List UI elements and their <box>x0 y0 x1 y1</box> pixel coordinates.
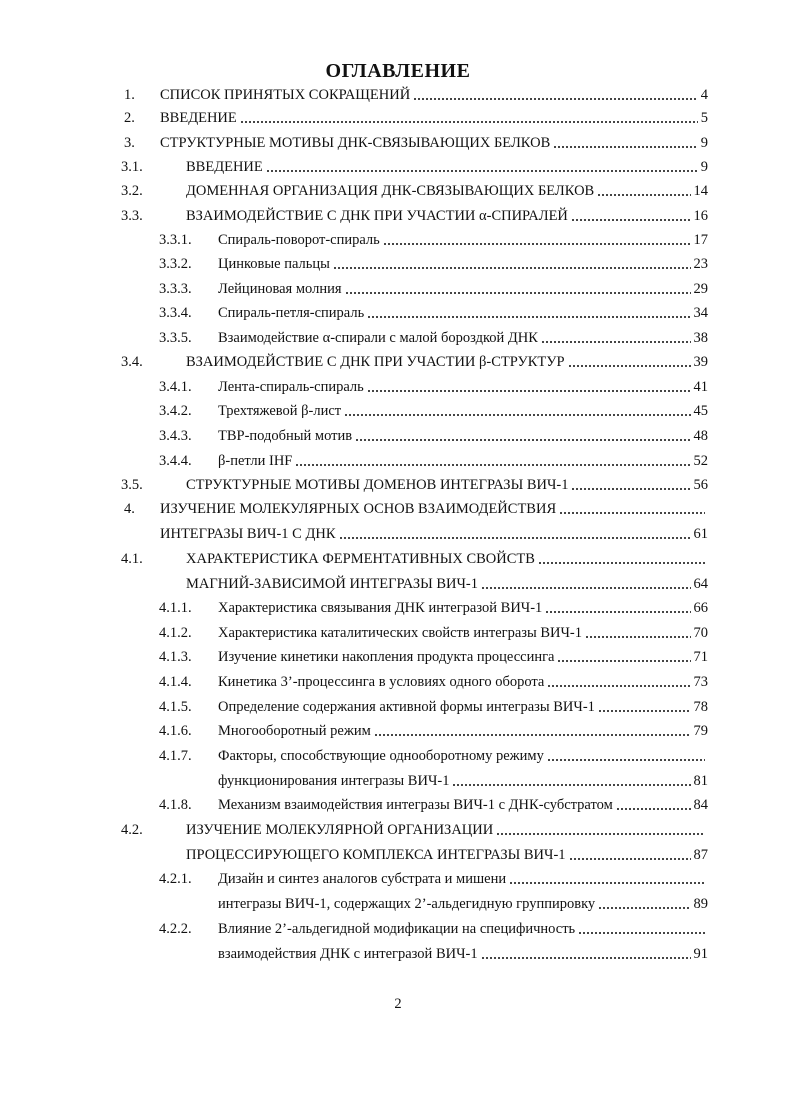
toc-entry[interactable] <box>0 646 796 668</box>
toc-entry-number: 4.1.8. <box>159 797 192 813</box>
toc-entry-title: Взаимодействие α-спирали с малой бороздкой ДНК <box>218 330 538 346</box>
dot-leader <box>538 555 705 565</box>
toc-entry[interactable] <box>0 84 796 106</box>
toc-entry[interactable] <box>0 523 796 545</box>
toc-entry-title: ВЗАИМОДЕЙСТВИЕ С ДНК ПРИ УЧАСТИИ α-СПИРАЛЕЙ <box>186 208 568 224</box>
toc-entry-title: ИНТЕГРАЗЫ ВИЧ-1 С ДНК <box>160 526 336 542</box>
dot-leader <box>598 703 691 713</box>
toc-entry-page: 23 <box>693 256 708 272</box>
toc-entry-page: 4 <box>700 87 708 103</box>
toc-entry-number: 3.3. <box>121 208 143 224</box>
toc-entry-title: Характеристика каталитических свойств интегразы ВИЧ-1 <box>218 625 583 641</box>
toc-entry-number: 3.3.2. <box>159 256 192 272</box>
dot-leader <box>578 925 705 935</box>
toc-entry[interactable] <box>0 107 796 129</box>
toc-entry-number: 3.5. <box>121 477 143 493</box>
toc-entry-page: 78 <box>693 699 708 715</box>
toc-entry-number: 3.3.3. <box>159 281 192 297</box>
toc-entry[interactable] <box>0 400 796 422</box>
toc-entry[interactable] <box>0 132 796 154</box>
toc-entry-number: 3.4. <box>121 354 143 370</box>
toc-entry-title: функционирования интегразы ВИЧ-1 <box>218 773 450 789</box>
toc-entry-number: 3.4.2. <box>159 403 192 419</box>
dot-leader <box>597 187 690 197</box>
toc-entry-page: 71 <box>693 649 708 665</box>
toc-entry[interactable] <box>0 671 796 693</box>
dot-leader <box>452 777 690 787</box>
toc-entry-page: 61 <box>693 526 708 542</box>
toc-entry-page: 91 <box>693 946 708 962</box>
toc-entry[interactable] <box>0 425 796 447</box>
toc-entry-page: 38 <box>693 330 708 346</box>
toc-entry-title: Лента-спираль-спираль <box>218 379 364 395</box>
toc-entry-number: 4.1.1. <box>159 600 192 616</box>
dot-leader <box>496 826 705 836</box>
toc-entry[interactable] <box>0 205 796 227</box>
dot-leader <box>355 432 690 442</box>
toc-entry[interactable] <box>0 376 796 398</box>
dot-leader <box>240 114 698 124</box>
dot-leader <box>333 260 691 270</box>
toc-entry[interactable] <box>0 770 796 792</box>
toc-entry-number: 4.1.6. <box>159 723 192 739</box>
dot-leader <box>481 580 690 590</box>
dot-leader <box>383 236 691 246</box>
dot-leader <box>545 604 690 614</box>
dot-leader <box>568 358 691 368</box>
toc-title: ОГЛАВЛЕНИЕ <box>325 60 471 82</box>
dot-leader <box>585 629 690 639</box>
toc-entry-number: 3.1. <box>121 159 143 175</box>
dot-leader <box>339 530 691 540</box>
toc-entry[interactable] <box>0 745 796 767</box>
toc-entry[interactable] <box>0 474 796 496</box>
toc-entry-title: Трехтяжевой β-лист <box>218 403 342 419</box>
toc-entry[interactable] <box>0 794 796 816</box>
dot-leader <box>571 212 691 222</box>
toc-entry-title: Лейциновая молния <box>218 281 342 297</box>
toc-entry[interactable] <box>0 253 796 275</box>
toc-entry[interactable] <box>0 573 796 595</box>
toc-entry-page: 79 <box>693 723 708 739</box>
toc-entry-page: 9 <box>700 135 708 151</box>
toc-entry-number: 3.3.1. <box>159 232 192 248</box>
toc-entry-title: ИЗУЧЕНИЕ МОЛЕКУЛЯРНЫХ ОСНОВ ВЗАИМОДЕЙСТВИЯ <box>160 501 557 517</box>
toc-entry-number: 3. <box>124 135 135 151</box>
toc-entry-number: 3.3.5. <box>159 330 192 346</box>
toc-entry-page: 64 <box>693 576 708 592</box>
dot-leader <box>367 309 690 319</box>
toc-entry-page: 52 <box>693 453 708 469</box>
dot-leader <box>509 875 705 885</box>
toc-entry-page: 17 <box>693 232 708 248</box>
toc-entry-title: Кинетика 3’-процессинга в условиях одного оборота <box>218 674 545 690</box>
toc-entry-number: 4.2. <box>121 822 143 838</box>
toc-entry[interactable] <box>0 278 796 300</box>
dot-leader <box>547 752 705 762</box>
dot-leader <box>374 727 691 737</box>
toc-entry[interactable] <box>0 597 796 619</box>
toc-entry-page: 14 <box>693 183 708 199</box>
toc-entry[interactable] <box>0 450 796 472</box>
toc-entry[interactable] <box>0 844 796 866</box>
toc-entry-number: 4.1. <box>121 551 143 567</box>
toc-entry-page: 66 <box>693 600 708 616</box>
dot-leader <box>559 505 705 515</box>
toc-entry-number: 4.1.5. <box>159 699 192 715</box>
toc-entry-title: β-петли IHF <box>218 453 293 469</box>
toc-entry-title: ВВЕДЕНИЕ <box>186 159 263 175</box>
toc-entry[interactable] <box>0 819 796 841</box>
toc-entry-title: взаимодействия ДНК с интегразой ВИЧ-1 <box>218 946 478 962</box>
toc-entry-page: 73 <box>693 674 708 690</box>
toc-entry-page: 48 <box>693 428 708 444</box>
toc-entry-page: 81 <box>693 773 708 789</box>
toc-entry[interactable] <box>0 229 796 251</box>
toc-entry-title: ДОМЕННАЯ ОРГАНИЗАЦИЯ ДНК-СВЯЗЫВАЮЩИХ БЕЛКОВ <box>186 183 595 199</box>
toc-entry-page: 34 <box>693 305 708 321</box>
dot-leader <box>266 163 698 173</box>
toc-entry-page: 89 <box>693 896 708 912</box>
toc-entry-title: TBP-подобный мотив <box>218 428 353 444</box>
toc-entry-page: 56 <box>693 477 708 493</box>
dot-leader <box>413 91 698 101</box>
toc-entry-page: 84 <box>693 797 708 813</box>
toc-entry-title: СТРУКТУРНЫЕ МОТИВЫ ДНК-СВЯЗЫВАЮЩИХ БЕЛКОВ <box>160 135 551 151</box>
toc-entry-number: 3.4.1. <box>159 379 192 395</box>
toc-entry-page: 29 <box>693 281 708 297</box>
dot-leader <box>344 407 690 417</box>
toc-entry-number: 1. <box>124 87 135 103</box>
toc-entry-title: ВЗАИМОДЕЙСТВИЕ С ДНК ПРИ УЧАСТИИ β-СТРУКТУР <box>186 354 565 370</box>
dot-leader <box>367 383 691 393</box>
toc-entry-page: 87 <box>693 847 708 863</box>
toc-entry-number: 3.3.4. <box>159 305 192 321</box>
toc-entry-title: ВВЕДЕНИЕ <box>160 110 237 126</box>
toc-entry-number: 3.4.3. <box>159 428 192 444</box>
toc-entry-title: Изучение кинетики накопления продукта процессинга <box>218 649 555 665</box>
toc-entry-page: 5 <box>700 110 708 126</box>
toc-entry-page: 45 <box>693 403 708 419</box>
dot-leader <box>571 481 690 491</box>
toc-entry-page: 39 <box>693 354 708 370</box>
toc-entry-title: СПИСОК ПРИНЯТЫХ СОКРАЩЕНИЙ <box>160 87 411 103</box>
toc-entry-number: 4.1.7. <box>159 748 192 764</box>
dot-leader <box>557 653 690 663</box>
toc-entry-title: Механизм взаимодействия интегразы ВИЧ-1 с ДНК-субстратом <box>218 797 613 813</box>
toc-entry[interactable] <box>0 720 796 742</box>
toc-entry-number: 4.2.1. <box>159 871 192 887</box>
dot-leader <box>616 801 691 811</box>
toc-entry-title: Многооборотный режим <box>218 723 371 739</box>
dot-leader <box>481 950 691 960</box>
dot-leader <box>541 334 691 344</box>
toc-entry-number: 3.2. <box>121 183 143 199</box>
toc-entry-title: Факторы, способствующие однооборотному режиму <box>218 748 544 764</box>
toc-entry-title: Определение содержания активной формы интегразы ВИЧ-1 <box>218 699 595 715</box>
dot-leader <box>547 678 690 688</box>
toc-entry[interactable] <box>0 696 796 718</box>
toc-entry-title: интегразы ВИЧ-1, содержащих 2’-альдегидную группировку <box>218 896 596 912</box>
toc-entry[interactable] <box>0 622 796 644</box>
dot-leader <box>295 457 690 467</box>
toc-entry-title: Цинковые пальцы <box>218 256 330 272</box>
toc-entry-number: 4.2.2. <box>159 921 192 937</box>
page-number: 2 <box>394 996 402 1012</box>
toc-entry-title: СТРУКТУРНЫЕ МОТИВЫ ДОМЕНОВ ИНТЕГРАЗЫ ВИЧ-1 <box>186 477 569 493</box>
toc-entry[interactable] <box>0 918 796 940</box>
toc-entry[interactable] <box>0 943 796 965</box>
toc-entry-number: 4.1.2. <box>159 625 192 641</box>
toc-entry-number: 4. <box>124 501 135 517</box>
toc-entry[interactable] <box>0 893 796 915</box>
toc-entry-title: Спираль-петля-спираль <box>218 305 365 321</box>
dot-leader <box>598 900 690 910</box>
toc-entry[interactable] <box>0 180 796 202</box>
toc-entry[interactable] <box>0 498 796 520</box>
toc-entry-page: 9 <box>700 159 708 175</box>
dot-leader <box>569 851 691 861</box>
toc-entry-title: Спираль-поворот-спираль <box>218 232 380 248</box>
toc-entry-page: 41 <box>693 379 708 395</box>
toc-entry-number: 4.1.4. <box>159 674 192 690</box>
toc-entry[interactable] <box>0 156 796 178</box>
toc-entry-title: ИЗУЧЕНИЕ МОЛЕКУЛЯРНОЙ ОРГАНИЗАЦИИ <box>186 822 494 838</box>
toc-entry-title: ХАРАКТЕРИСТИКА ФЕРМЕНТАТИВНЫХ СВОЙСТВ <box>186 551 535 567</box>
toc-entry-title: Характеристика связывания ДНК интегразой ВИЧ-1 <box>218 600 543 616</box>
dot-leader <box>553 139 697 149</box>
toc-entry[interactable] <box>0 548 796 570</box>
dot-leader <box>345 285 691 295</box>
toc-entry-page: 70 <box>693 625 708 641</box>
toc-entry[interactable] <box>0 868 796 890</box>
toc-entry-title: ПРОЦЕССИРУЮЩЕГО КОМПЛЕКСА ИНТЕГРАЗЫ ВИЧ-1 <box>186 847 566 863</box>
toc-entry-title: Влияние 2’-альдегидной модификации на специфичность <box>218 921 576 937</box>
toc-entry[interactable] <box>0 327 796 349</box>
toc-entry-number: 3.4.4. <box>159 453 192 469</box>
toc-entry-title: Дизайн и синтез аналогов субстрата и мишени <box>218 871 507 887</box>
toc-entry-number: 4.1.3. <box>159 649 192 665</box>
toc-entry[interactable] <box>0 302 796 324</box>
toc-entry-page: 16 <box>693 208 708 224</box>
toc-entry-title: МАГНИЙ-ЗАВИСИМОЙ ИНТЕГРАЗЫ ВИЧ-1 <box>186 576 479 592</box>
toc-entry[interactable] <box>0 351 796 373</box>
toc-entry-number: 2. <box>124 110 135 126</box>
